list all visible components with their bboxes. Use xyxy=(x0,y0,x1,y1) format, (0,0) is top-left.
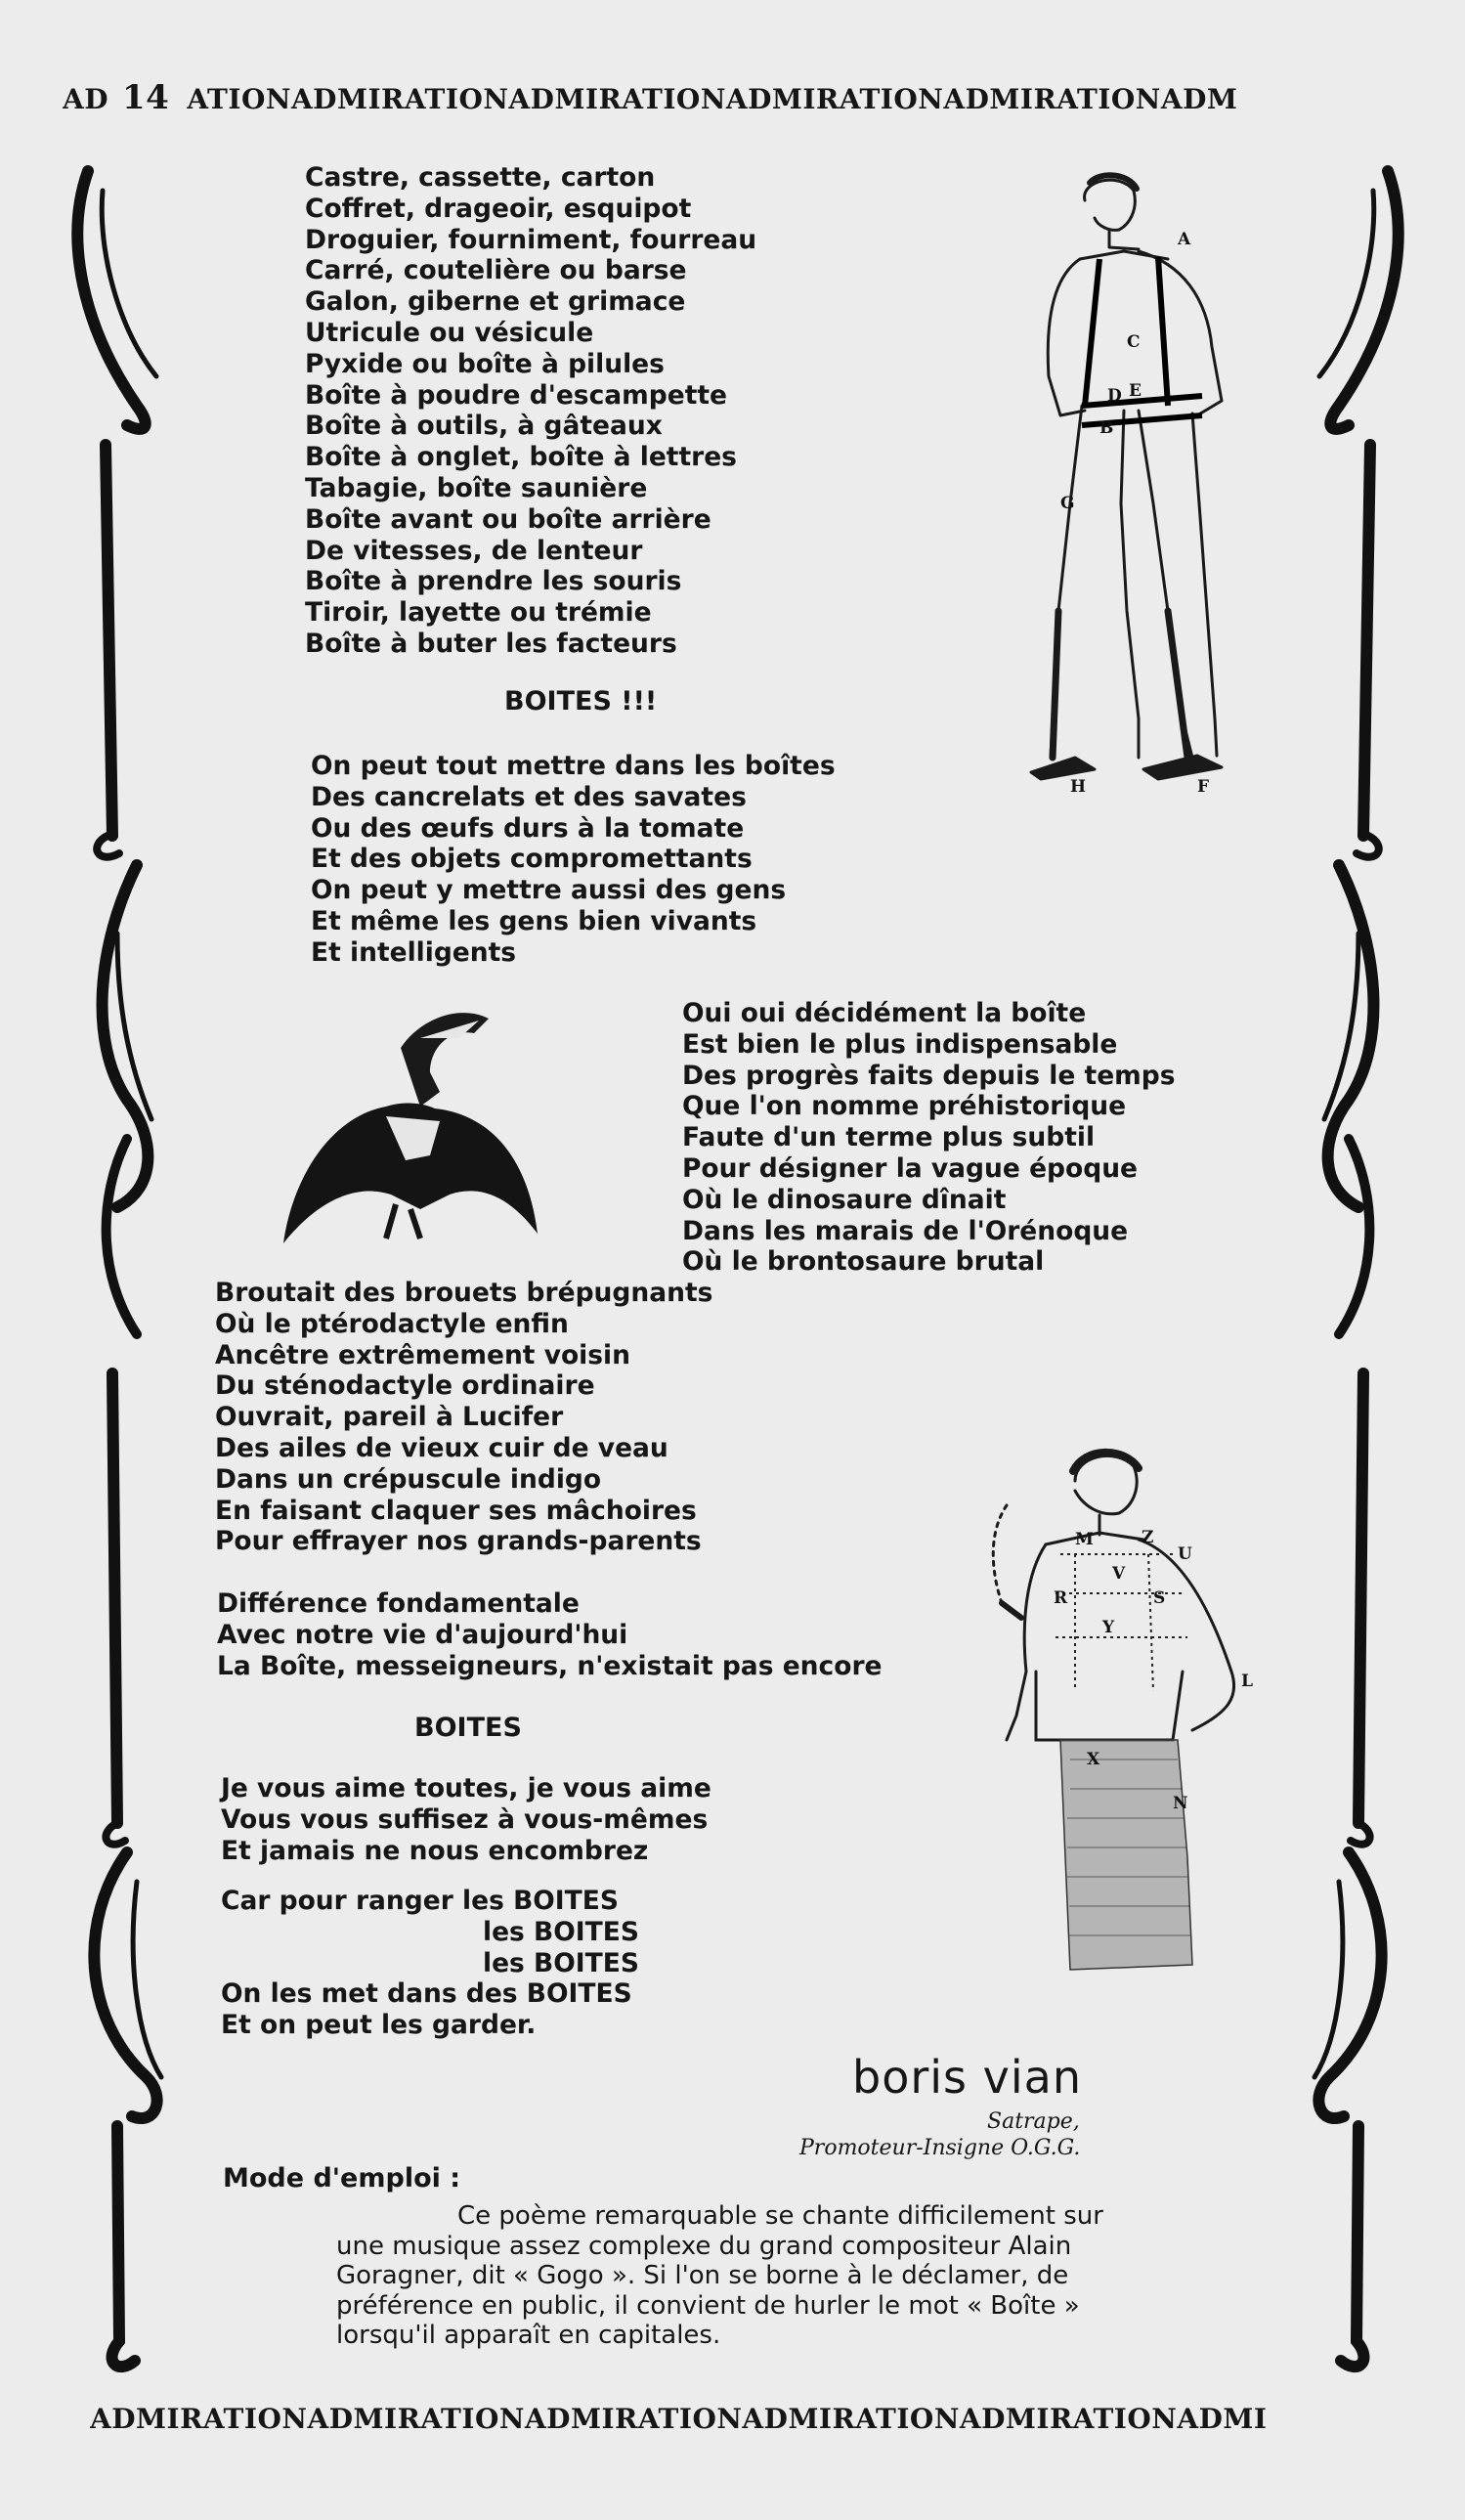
poem-line: Coffret, drageoir, esquipot xyxy=(305,193,692,224)
figure-label: C xyxy=(1127,332,1141,352)
poem-line: Dans les marais de l'Orénoque xyxy=(682,1215,1129,1246)
poem-line: les BOITES xyxy=(483,1947,639,1978)
figure-label: D xyxy=(1107,386,1122,406)
poem-line: Car pour ranger les BOITES xyxy=(221,1886,619,1916)
stanza-7 xyxy=(221,1886,639,2041)
poem-line: Faute d'un terme plus subtil xyxy=(682,1122,1096,1153)
poem-line: Pour effrayer nos grands-parents xyxy=(215,1526,702,1557)
pterodactyl-icon xyxy=(274,999,547,1253)
figure-label: M xyxy=(1075,1530,1094,1549)
man-figure-icon xyxy=(1012,171,1266,797)
poem-line: Pour désigner la vague époque xyxy=(682,1152,1139,1184)
header-repeat-text: ATIONADMIRATIONADMIRATIONADMIRATIONADMIRATIONADM xyxy=(187,83,1238,115)
poem-line: Boîte à prendre les souris xyxy=(305,566,682,597)
poem-line: Boîte à buter les facteurs xyxy=(305,628,677,659)
body-line: préférence en public, il convient de hurler le mot « Boîte » xyxy=(336,2290,1080,2321)
stanza-4 xyxy=(215,1278,712,1557)
figure-label: E xyxy=(1129,381,1142,401)
stanza-2 xyxy=(311,751,836,969)
poem-line: Boîte à outils, à gâteaux xyxy=(305,411,663,442)
heading-boites-exclaim: BOITES !!! xyxy=(504,686,658,717)
body-line: lorsqu'il apparaît en capitales. xyxy=(336,2321,721,2350)
poem-line: Vous vous suffisez à vous-mêmes xyxy=(221,1803,709,1835)
poem-line: Oui oui décidément la boîte xyxy=(682,998,1087,1028)
figure-label: V xyxy=(1112,1564,1126,1584)
scroll-ornament-icon xyxy=(59,161,166,2380)
author-role: Promoteur-Insigne O.G.G. xyxy=(799,2136,1081,2160)
figure-label: A xyxy=(1178,230,1191,249)
figure-label: Z xyxy=(1142,1528,1154,1547)
poem-line: Où le brontosaure brutal xyxy=(682,1246,1045,1278)
scroll-ornament-icon xyxy=(1310,161,1417,2380)
poem-line: Utricule ou vésicule xyxy=(305,317,594,348)
poem-line: Boîte avant ou boîte arrière xyxy=(305,503,711,535)
poem-line: Tiroir, layette ou trémie xyxy=(305,597,652,629)
poem-line: Est bien le plus indispensable xyxy=(682,1028,1118,1060)
poem-line: Galon, giberne et grimace xyxy=(305,286,686,318)
left-ornament-border xyxy=(59,161,166,2380)
poem-line: On peut tout mettre dans les boîtes xyxy=(311,751,836,781)
poem-line: Et même les gens bien vivants xyxy=(311,905,757,936)
poem-line: Ancêtre extrêmement voisin xyxy=(215,1339,630,1370)
figure-label: S xyxy=(1153,1588,1166,1608)
stanza-5 xyxy=(217,1588,883,1681)
poem-line: La Boîte, messeigneurs, n'existait pas encore xyxy=(217,1650,883,1681)
poem-line: Que l'on nomme préhistorique xyxy=(682,1091,1127,1122)
body-line: Goragner, dit « Gogo ». Si l'on se borne à le déclamer, de xyxy=(336,2261,1069,2290)
poem-line: Et intelligents xyxy=(311,936,517,968)
figure-label: L xyxy=(1241,1672,1253,1691)
man-shirt-figure-icon xyxy=(977,1447,1275,1989)
poem-line: Boîte à onglet, boîte à lettres xyxy=(305,442,737,473)
author-title: Satrape, xyxy=(987,2109,1080,2134)
poem-line: Des progrès faits depuis le temps xyxy=(682,1060,1176,1091)
poem-line: Carré, coutelière ou barse xyxy=(305,255,687,286)
poem-line: Pyxide ou boîte à pilules xyxy=(305,348,665,379)
poem-line: Où le dinosaure dînait xyxy=(682,1184,1007,1215)
stanza-3 xyxy=(682,998,1176,1278)
figure-label: N xyxy=(1173,1794,1188,1813)
poem-line: les BOITES xyxy=(483,1916,639,1947)
poem-line: Différence fondamentale xyxy=(217,1588,580,1619)
poem-line: Ou des œufs durs à la tomate xyxy=(311,812,745,844)
figure-label: G xyxy=(1060,494,1075,513)
poem-line: Broutait des brouets brépugnants xyxy=(215,1278,713,1308)
pterodactyl-illustration xyxy=(274,999,547,1253)
figure-label: R xyxy=(1054,1588,1068,1608)
body-line: Ce poème remarquable se chante difficilement sur xyxy=(457,2201,1103,2231)
body-line: une musique assez complexe du grand compositeur Alain xyxy=(336,2231,1072,2261)
poem-line: Ouvrait, pareil à Lucifer xyxy=(215,1402,564,1433)
header-band xyxy=(63,78,1411,117)
heading-boites: BOITES xyxy=(414,1713,522,1743)
page-number: 14 xyxy=(122,78,170,117)
poem-line: Tabagie, boîte saunière xyxy=(305,472,648,503)
header-prefix: AD xyxy=(63,83,109,115)
poem-line: Où le ptérodactyle enfin xyxy=(215,1308,569,1339)
figure-label: X xyxy=(1087,1750,1100,1769)
figure-label: F xyxy=(1197,777,1210,797)
poem-line: Castre, cassette, carton xyxy=(305,162,656,193)
poem-line: Du sténodactyle ordinaire xyxy=(215,1370,595,1402)
poem-line: Et jamais ne nous encombrez xyxy=(221,1835,649,1866)
author-name: boris vian xyxy=(852,2051,1082,2104)
mode-emploi-text xyxy=(336,2201,1276,2351)
stanza-6 xyxy=(221,1773,711,1866)
figure-label: Y xyxy=(1102,1618,1115,1637)
poem-line: Et on peut les garder. xyxy=(221,2010,537,2041)
poem-line: Je vous aime toutes, je vous aime xyxy=(221,1773,711,1803)
poem-line: Droguier, fourniment, fourreau xyxy=(305,224,757,255)
figure-label: H xyxy=(1070,777,1087,797)
poem-line: Et des objets compromettants xyxy=(311,844,753,875)
poem-line: Des ailes de vieux cuir de veau xyxy=(215,1432,668,1463)
poem-line: Dans un crépuscule indigo xyxy=(215,1463,602,1495)
poem-line: Des cancrelats et des savates xyxy=(311,781,747,812)
stanza-1 xyxy=(305,162,756,660)
poem-line: En faisant claquer ses mâchoires xyxy=(215,1495,697,1526)
man-shirt-illustration xyxy=(977,1447,1275,1989)
figure-label: U xyxy=(1178,1544,1192,1564)
right-ornament-border xyxy=(1310,161,1417,2380)
footer-band: ADMIRATIONADMIRATIONADMIRATIONADMIRATIONADMIRATIONADMI xyxy=(90,2403,1268,2435)
man-suspenders-illustration xyxy=(1012,171,1266,797)
poem-line: On peut y mettre aussi des gens xyxy=(311,875,787,906)
poem-line: De vitesses, de lenteur xyxy=(305,535,643,566)
figure-label: B xyxy=(1099,418,1114,438)
poem-line: On les met dans des BOITES xyxy=(221,1978,632,2010)
poem-line: Avec notre vie d'aujourd'hui xyxy=(217,1619,628,1650)
poem-line: Boîte à poudre d'escampette xyxy=(305,379,728,411)
mode-emploi-label: Mode d'emploi : xyxy=(223,2163,461,2194)
